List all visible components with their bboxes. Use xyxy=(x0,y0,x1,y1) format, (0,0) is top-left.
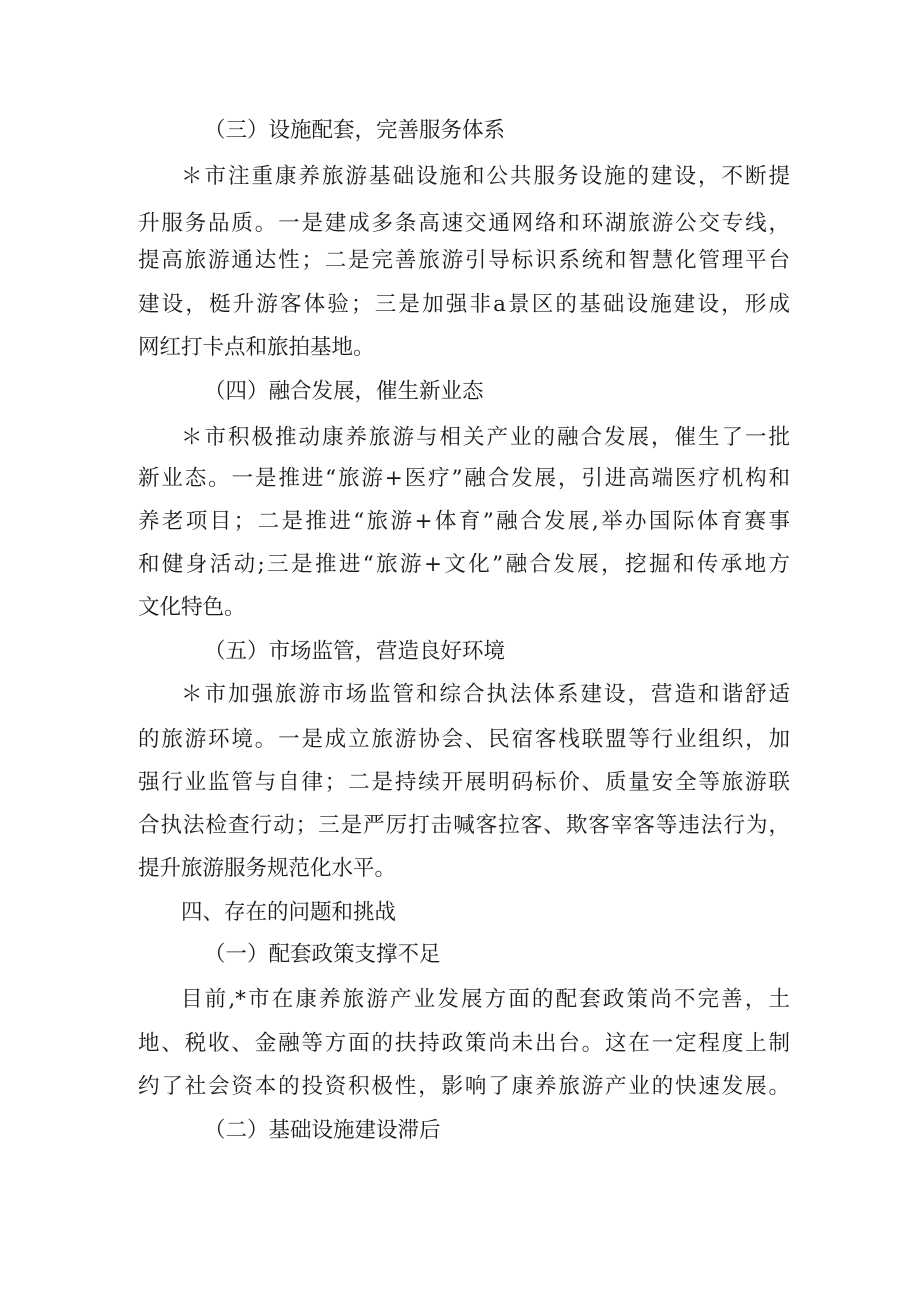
paragraph-line: 养老项目；二是推进“旅游+体育”融合发展,举办国际体育赛事 xyxy=(138,509,790,534)
subheading-infrastructure: （二）基础设施建设滞后 xyxy=(204,1118,441,1143)
paragraph-line: ＊市注重康养旅游基础设施和公共服务设施的建设，不断提 xyxy=(181,164,790,189)
paragraph-line: 提升旅游服务规范化水平。 xyxy=(138,856,397,881)
paragraph-line: 地、税收、金融等方面的扶持政策尚未出台。这在一定程度上制 xyxy=(138,1031,790,1056)
subheading-integration: （四）融合发展，催生新业态 xyxy=(204,379,484,404)
section-heading-problems: 四、存在的问题和挑战 xyxy=(181,900,397,925)
subheading-facilities: （三）设施配套，完善服务体系 xyxy=(204,118,506,143)
paragraph-line: 合执法检查行动；三是严厉打击喊客拉客、欺客宰客等违法行为， xyxy=(138,813,790,838)
paragraph-line: ＊市加强旅游市场监管和综合执法体系建设，营造和谐舒适 xyxy=(181,682,790,707)
paragraph-line: 新业态。一是推进“旅游+医疗”融合发展，引进高端医疗机构和 xyxy=(138,466,790,491)
paragraph-line: 和健身活动;三是推进“旅游+文化”融合发展，挖掘和传承地方 xyxy=(138,552,790,577)
subheading-market-regulation: （五）市场监管，营造良好环境 xyxy=(204,639,506,664)
paragraph-line: 网红打卡点和旅拍基地。 xyxy=(138,335,375,360)
paragraph-line: 提高旅游通达性；二是完善旅游引导标识系统和智慧化管理平台 xyxy=(138,248,790,273)
paragraph-line: 建设，梃升游客体验；三是加强非a景区的基础设施建设，形成 xyxy=(138,292,790,317)
paragraph-line: ＊市积极推动康养旅游与相关产业的融合发展，催生了一批 xyxy=(181,425,790,450)
paragraph-line: 文化特色。 xyxy=(138,595,246,620)
paragraph-line: 强行业监管与自律；二是持续开展明码标价、质量安全等旅游联 xyxy=(138,770,790,795)
paragraph-line: 的旅游环境。一是成立旅游协会、民宿客栈联盟等行业组织，加 xyxy=(138,727,790,752)
paragraph-line: 升服务品质。一是建成多条高速交通网络和环湖旅游公交专线， xyxy=(138,211,790,236)
subheading-policy: （一）配套政策支撑不足 xyxy=(204,942,441,967)
paragraph-line: 约了社会资本的投资积极性，影响了康养旅游产业的快速发展。 xyxy=(138,1074,790,1099)
paragraph-line: 目前,*市在康养旅游产业发展方面的配套政策尚不完善，土 xyxy=(181,987,790,1012)
